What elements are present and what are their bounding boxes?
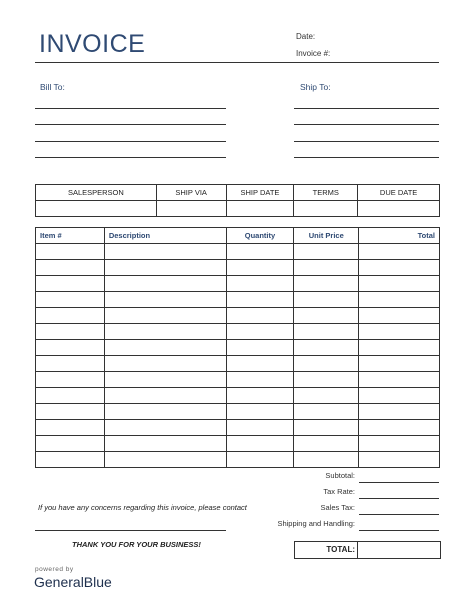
tax-rate-field[interactable] (359, 498, 439, 499)
table-row (36, 436, 440, 452)
ship-to-label: Ship To: (300, 82, 331, 92)
item-number-cell[interactable] (36, 404, 105, 420)
item-number-cell[interactable] (36, 388, 105, 404)
item-number-header: Item # (36, 228, 105, 244)
subtotal-label: Subtotal: (325, 471, 355, 480)
table-row (36, 292, 440, 308)
date-label: Date: (296, 32, 316, 41)
description-cell[interactable] (104, 436, 226, 452)
header-divider (35, 62, 439, 63)
total-cell[interactable] (359, 452, 440, 468)
unit-price-cell[interactable] (294, 244, 359, 260)
salesperson-header: SALESPERSON (36, 185, 157, 201)
quantity-cell[interactable] (226, 276, 294, 292)
table-row (36, 356, 440, 372)
unit-price-cell[interactable] (294, 372, 359, 388)
total-cell[interactable] (359, 436, 440, 452)
item-number-cell[interactable] (36, 420, 105, 436)
ship-date-cell[interactable] (226, 201, 294, 217)
ship-via-cell[interactable] (156, 201, 226, 217)
ship-date-header: SHIP DATE (226, 185, 294, 201)
table-row (36, 340, 440, 356)
table-row (36, 420, 440, 436)
total-divider (357, 542, 358, 558)
total-cell[interactable] (359, 372, 440, 388)
total-cell[interactable] (359, 404, 440, 420)
terms-cell[interactable] (294, 201, 358, 217)
tax-rate-label: Tax Rate: (323, 487, 355, 496)
quantity-cell[interactable] (226, 292, 294, 308)
bill-to-line[interactable] (35, 141, 226, 142)
quantity-cell[interactable] (226, 372, 294, 388)
table-row (36, 276, 440, 292)
unit-price-cell[interactable] (294, 340, 359, 356)
quantity-cell[interactable] (226, 436, 294, 452)
item-number-cell[interactable] (36, 340, 105, 356)
table-row (36, 372, 440, 388)
generalblue-logo: GeneralBlue (34, 574, 112, 590)
ship-to-line[interactable] (294, 141, 439, 142)
total-box (294, 541, 441, 559)
invoice-number-label: Invoice #: (296, 49, 331, 58)
line-items-table (35, 227, 440, 468)
description-cell[interactable] (104, 308, 226, 324)
total-cell[interactable] (359, 244, 440, 260)
item-number-cell[interactable] (36, 292, 105, 308)
bill-to-label: Bill To: (40, 82, 65, 92)
item-number-cell[interactable] (36, 356, 105, 372)
item-number-cell[interactable] (36, 276, 105, 292)
unit-price-cell[interactable] (294, 292, 359, 308)
ship-to-line[interactable] (294, 157, 439, 158)
table-row (36, 388, 440, 404)
bill-to-line[interactable] (35, 108, 226, 109)
item-number-cell[interactable] (36, 436, 105, 452)
salesperson-cell[interactable] (36, 201, 157, 217)
description-cell[interactable] (104, 372, 226, 388)
description-cell[interactable] (104, 276, 226, 292)
contact-line[interactable] (35, 530, 226, 531)
table-row (36, 404, 440, 420)
quantity-cell[interactable] (226, 356, 294, 372)
unit-price-cell[interactable] (294, 420, 359, 436)
table-row (36, 324, 440, 340)
description-cell[interactable] (104, 356, 226, 372)
sales-tax-label: Sales Tax: (320, 503, 355, 512)
total-cell[interactable] (359, 292, 440, 308)
item-number-cell[interactable] (36, 244, 105, 260)
shipping-handling-label: Shipping and Handling: (277, 519, 355, 528)
quantity-cell[interactable] (226, 260, 294, 276)
table-row (36, 452, 440, 468)
item-number-cell[interactable] (36, 324, 105, 340)
shipping-handling-field[interactable] (359, 530, 439, 531)
total-label: TOTAL: (326, 545, 355, 554)
total-cell[interactable] (359, 260, 440, 276)
description-cell[interactable] (104, 388, 226, 404)
description-cell[interactable] (104, 404, 226, 420)
concerns-note: If you have any concerns regarding this invoice, please contact (38, 503, 247, 512)
ship-via-header: SHIP VIA (156, 185, 226, 201)
sales-tax-field[interactable] (359, 514, 439, 515)
description-cell[interactable] (104, 292, 226, 308)
description-header: Description (104, 228, 226, 244)
unit-price-cell[interactable] (294, 452, 359, 468)
quantity-cell[interactable] (226, 324, 294, 340)
subtotal-field[interactable] (359, 482, 439, 483)
description-cell[interactable] (104, 324, 226, 340)
table-row (36, 260, 440, 276)
unit-price-cell[interactable] (294, 276, 359, 292)
unit-price-header: Unit Price (294, 228, 359, 244)
unit-price-cell[interactable] (294, 356, 359, 372)
item-number-cell[interactable] (36, 260, 105, 276)
total-cell[interactable] (359, 308, 440, 324)
total-cell[interactable] (359, 356, 440, 372)
quantity-cell[interactable] (226, 452, 294, 468)
quantity-cell[interactable] (226, 404, 294, 420)
description-cell[interactable] (104, 244, 226, 260)
quantity-cell[interactable] (226, 244, 294, 260)
powered-by-label: powered by (35, 566, 74, 573)
shipping-info-table (35, 184, 440, 217)
description-cell[interactable] (104, 452, 226, 468)
item-number-cell[interactable] (36, 372, 105, 388)
item-number-cell[interactable] (36, 308, 105, 324)
description-cell[interactable] (104, 260, 226, 276)
unit-price-cell[interactable] (294, 308, 359, 324)
quantity-cell[interactable] (226, 308, 294, 324)
table-row (36, 244, 440, 260)
due-date-cell[interactable] (358, 201, 440, 217)
unit-price-cell[interactable] (294, 404, 359, 420)
total-cell[interactable] (359, 340, 440, 356)
unit-price-cell[interactable] (294, 260, 359, 276)
unit-price-cell[interactable] (294, 388, 359, 404)
due-date-header: DUE DATE (358, 185, 440, 201)
ship-to-line[interactable] (294, 108, 439, 109)
quantity-cell[interactable] (226, 340, 294, 356)
total-cell[interactable] (359, 420, 440, 436)
invoice-title: INVOICE (39, 30, 146, 58)
unit-price-cell[interactable] (294, 436, 359, 452)
description-cell[interactable] (104, 340, 226, 356)
table-row (36, 308, 440, 324)
item-number-cell[interactable] (36, 452, 105, 468)
total-cell[interactable] (359, 388, 440, 404)
unit-price-cell[interactable] (294, 324, 359, 340)
description-cell[interactable] (104, 420, 226, 436)
total-header: Total (359, 228, 440, 244)
terms-header: TERMS (294, 185, 358, 201)
bill-to-line[interactable] (35, 157, 226, 158)
total-cell[interactable] (359, 324, 440, 340)
bill-to-line[interactable] (35, 124, 226, 125)
thank-you-note: THANK YOU FOR YOUR BUSINESS! (72, 540, 201, 549)
quantity-cell[interactable] (226, 388, 294, 404)
quantity-header: Quantity (226, 228, 294, 244)
quantity-cell[interactable] (226, 420, 294, 436)
ship-to-line[interactable] (294, 124, 439, 125)
total-cell[interactable] (359, 276, 440, 292)
